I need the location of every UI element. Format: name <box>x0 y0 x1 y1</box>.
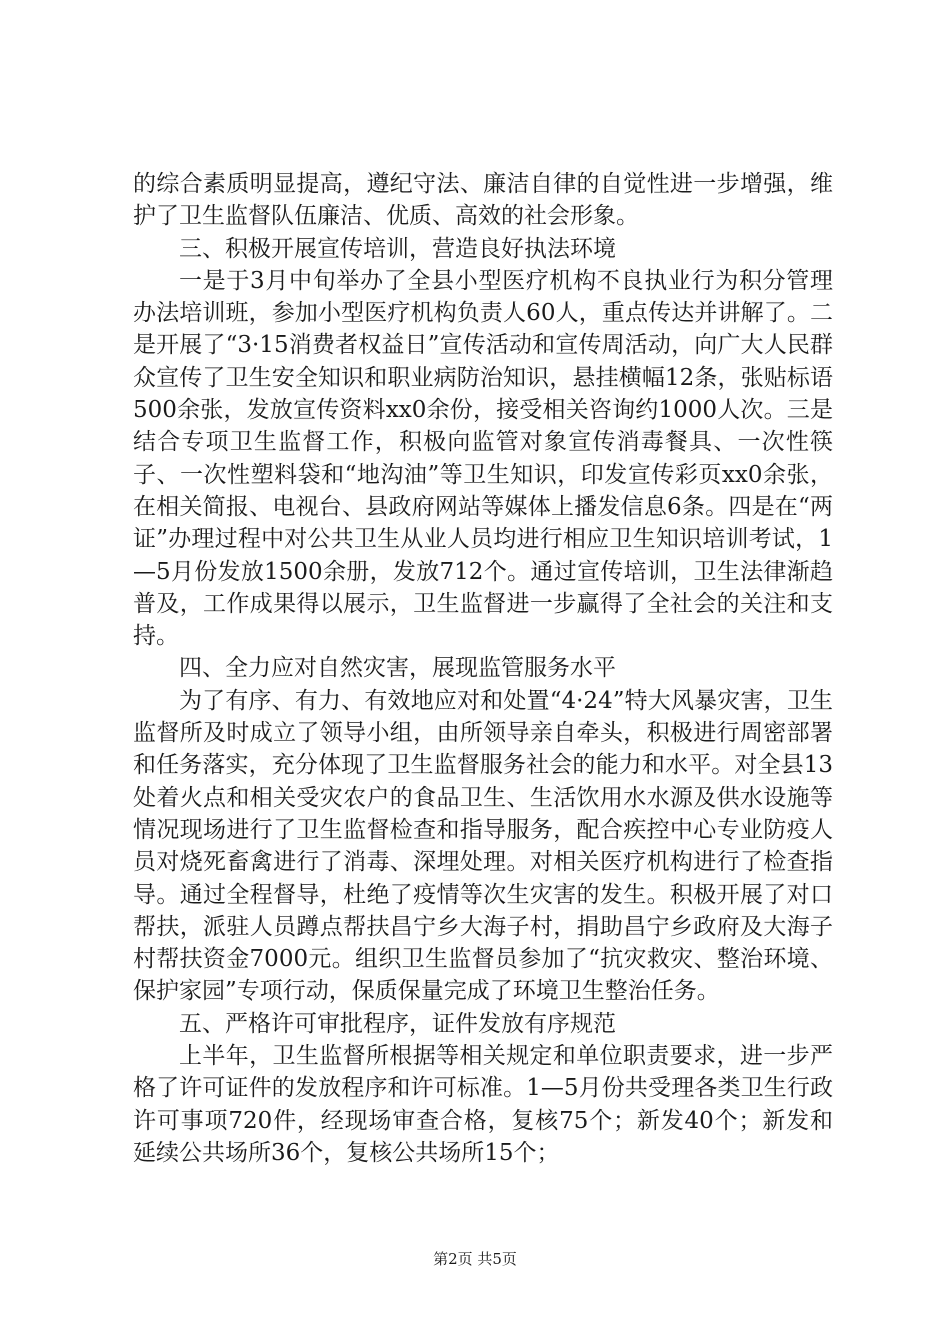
page-footer: 第2页 共5页 <box>433 1250 517 1268</box>
section-heading-4: 四、全力应对自然灾害，展现监管服务水平 <box>179 655 616 682</box>
section-heading-5: 五、严格许可审批程序，证件发放有序规范 <box>179 1010 616 1037</box>
section-heading-3: 三、积极开展宣传培训，营造良好执法环境 <box>179 235 616 262</box>
paragraph-section-3: 一是于3月中旬举办了全县小型医疗机构不良执业行为积分管理办法培训班，参加小型医疗机构负责人60人，重点传达并讲解了。二是开展了“3·15消费者权益日”宣传活动和宣传周活动，向广大人民群众宣传了卫生安全知识和职业病防治知识，悬挂横幅12条，张贴标语500余张，发放宣传资料xx0余份，接受相关咨询约1000人次。三是结合专项卫生监督工作，积极向监管对象宣传消毒餐具、一次性筷子、一次性塑料袋和“地沟油”等卫生知识，印发宣传彩页xx0余张，在相关简报、电视台、县政府网站等媒体上播发信息6条。四是在“两证”办理过程中对公共卫生从业人员均进行相应卫生知识培训考试，1—5月份发放1500余册，发放712个。通过宣传培训，卫生法律渐趋普及，工作成果得以展示，卫生监督进一步赢得了全社会的关注和支持。 <box>133 267 833 650</box>
paragraph-section-4: 为了有序、有力、有效地应对和处置“4·24”特大风暴灾害，卫生监督所及时成立了领导小组，由所领导亲自牵头，积极进行周密部署和任务落实，充分体现了卫生监督服务社会的能力和水平。对全县13处着火点和相关受灾农户的食品卫生、生活饮用水水源及供水设施等情况现场进行了卫生监督检查和指导服务，配合疾控中心专业防疫人员对烧死畜禽进行了消毒、深埋处理。对相关医疗机构进行了检查指导。通过全程督导，杜绝了疫情等次生灾害的发生。积极开展了对口帮扶，派驻人员蹲点帮扶昌宁乡大海子村，捐助昌宁乡政府及大海子村帮扶资金7000元。组织卫生监督员参加了“抗灾救灾、整治环境、保护家园”专项行动，保质保量完成了环境卫生整治任务。 <box>133 687 833 1005</box>
document-body <box>133 168 833 1169</box>
paragraph-section-5: 上半年，卫生监督所根据等相关规定和单位职责要求，进一步严格了许可证件的发放程序和许可标准。1—5月份共受理各类卫生行政许可事项720件，经现场审查合格，复核75个；新发40个；新发和延续公共场所36个，复核公共场所15个； <box>133 1043 833 1166</box>
paragraph-continuation: 的综合素质明显提高，遵纪守法、廉洁自律的自觉性进一步增强，维护了卫生监督队伍廉洁、优质、高效的社会形象。 <box>133 171 833 230</box>
